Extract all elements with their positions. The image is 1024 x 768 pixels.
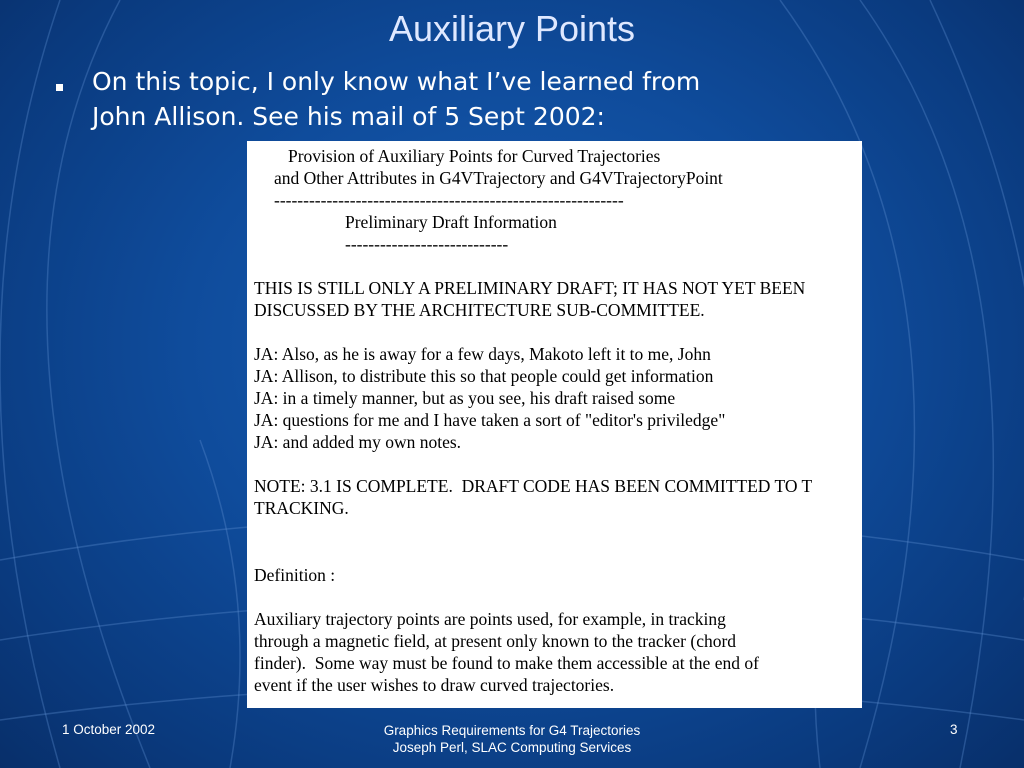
doc-warning-line-1: THIS IS STILL ONLY A PRELIMINARY DRAFT; IT HAS NOT YET BEEN [254, 278, 806, 298]
slide-title: Auxiliary Points [388, 8, 636, 49]
doc-divider-2: ---------------------------- [345, 234, 509, 254]
doc-subheading: Preliminary Draft Information [345, 212, 557, 232]
footer-presentation-title: Graphics Requirements for G4 Trajectories [383, 723, 641, 738]
doc-definition-heading: Definition : [254, 565, 336, 585]
doc-definition-line-3: finder). Some way must be found to make them accessible at the end of [254, 653, 759, 673]
bullet-text [92, 64, 912, 134]
doc-ja-line-5: JA: and added my own notes. [254, 432, 462, 452]
email-excerpt-image [247, 141, 862, 708]
doc-ja-line-2: JA: Allison, to distribute this so that people could get information [254, 366, 714, 386]
bullet-text-line-2: John Allison. See his mail of 5 Sept 2002: [92, 102, 605, 131]
doc-ja-line-4: JA: questions for me and I have taken a sort of "editor's priviledge" [254, 410, 726, 430]
doc-note-line-1: NOTE: 3.1 IS COMPLETE. DRAFT CODE HAS BEEN COMMITTED TO T [254, 476, 813, 496]
slide-number: 3 [950, 722, 958, 737]
bullet-square-icon [56, 84, 63, 91]
doc-warning-line-2: DISCUSSED BY THE ARCHITECTURE SUB-COMMITTEE. [254, 300, 705, 320]
footer-presentation-info [312, 722, 712, 756]
doc-heading-line-1: Provision of Auxiliary Points for Curved Trajectories [288, 146, 661, 166]
footer-date: 1 October 2002 [62, 722, 156, 737]
doc-definition-line-1: Auxiliary trajectory points are points used, for example, in tracking [254, 609, 726, 629]
footer-author: Joseph Perl, SLAC Computing Services [392, 740, 632, 755]
doc-definition-line-2: through a magnetic field, at present only known to the tracker (chord [254, 631, 737, 651]
doc-ja-line-1: JA: Also, as he is away for a few days, Makoto left it to me, John [254, 344, 711, 364]
doc-definition-line-4: event if the user wishes to draw curved trajectories. [254, 675, 615, 695]
doc-ja-line-3: JA: in a timely manner, but as you see, his draft raised some [254, 388, 676, 408]
bullet-text-line-1: On this topic, I only know what I’ve learned from [92, 67, 701, 96]
doc-divider-1: ------------------------------------------------------------ [274, 190, 624, 210]
doc-note-line-2: TRACKING. [254, 498, 349, 518]
doc-heading-line-2: and Other Attributes in G4VTrajectory and G4VTrajectoryPoint [274, 168, 723, 188]
